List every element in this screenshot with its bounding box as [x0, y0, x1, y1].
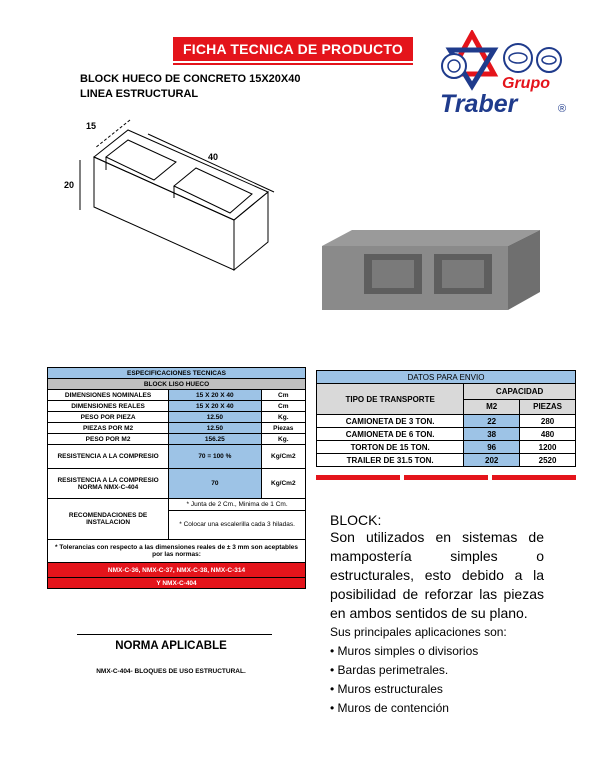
- table-row: RESISTENCIA A LA COMPRESIO NORMA NMX-C-404 70 Kg/Cm2: [48, 469, 306, 499]
- title-underline: [173, 63, 413, 65]
- col-capacity: CAPACIDAD: [464, 384, 576, 400]
- table-row: PESO POR M2 156.25 Kg.: [48, 434, 306, 445]
- description-body: Son utilizados en sistemas de mampostería simples o estructurales, esto debido a la posibilidad de reforzar las piezas en ambos sentidos de su plano.: [330, 529, 544, 621]
- block-line-drawing: [58, 112, 298, 272]
- list-item: • Bardas perimetrales.: [330, 661, 478, 680]
- norms-list: NMX-C-36, NMX-C-37, NMX-C-38, NMX-C-314: [48, 563, 306, 578]
- list-item: • Muros simples o divisorios: [330, 642, 478, 661]
- applications-list: [330, 642, 478, 718]
- col-m2: M2: [464, 399, 520, 415]
- table-row: PESO POR PIEZA 12.50 Kg.: [48, 412, 306, 423]
- dim-length-label: 40: [208, 152, 219, 162]
- table-row: PIEZAS POR M2 12.50 Piezas: [48, 423, 306, 434]
- specs-table: [47, 367, 306, 589]
- table-row: TORTON DE 15 TON. 96 1200: [317, 441, 576, 454]
- product-name: BLOCK HUECO DE CONCRETO 15X20X40: [80, 73, 301, 85]
- transport-table: [316, 370, 576, 467]
- grupo-traber-logo: [432, 30, 572, 120]
- table-row: CAMIONETA DE 6 TON. 38 480: [317, 428, 576, 441]
- dim-width-label: 15: [86, 121, 97, 131]
- norma-title: NORMA APLICABLE: [115, 640, 227, 652]
- table-row: DIMENSIONES NOMINALES 15 X 20 X 40 Cm: [48, 390, 306, 401]
- table-row: RESISTENCIA A LA COMPRESIO 70 = 100 % Kg/Cm2: [48, 445, 306, 469]
- table-row: * Colocar una escalerilla cada 3 hiladas.: [48, 510, 306, 539]
- norms-list-end: Y NMX-C-404: [48, 578, 306, 589]
- registered-mark: ®: [558, 103, 567, 115]
- col-pieces: PIEZAS: [520, 399, 576, 415]
- norma-divider: [77, 634, 272, 635]
- table-row: TRAILER DE 31.5 TON. 202 2520: [317, 454, 576, 467]
- applications-intro: Sus principales aplicaciones son:: [330, 625, 507, 639]
- list-item: • Muros estructurales: [330, 680, 478, 699]
- specs-subtitle: BLOCK LISO HUECO: [48, 379, 306, 390]
- table-row: CAMIONETA DE 3 TON. 22 280: [317, 415, 576, 428]
- transport-red-bar: [316, 475, 576, 480]
- description-heading: BLOCK:: [330, 512, 382, 528]
- table-row: RECOMENDACIONES DE INSTALACION * Junta de 2 Cm., Minima de 1 Cm.: [48, 499, 306, 511]
- table-row: DIMENSIONES REALES 15 X 20 X 40 Cm: [48, 401, 306, 412]
- list-item: • Muros de contención: [330, 699, 478, 718]
- specs-title: ESPECIFICACIONES TECNICAS: [48, 368, 306, 379]
- transport-title: DATOS PARA ENVIO: [317, 371, 576, 384]
- logo-word-grupo: Grupo: [502, 75, 550, 92]
- dim-height-label: 20: [64, 180, 75, 190]
- block-rendered-image: [322, 210, 540, 320]
- document-title-banner: FICHA TECNICA DE PRODUCTO: [173, 37, 413, 61]
- col-transport-type: TIPO DE TRANSPORTE: [317, 384, 464, 415]
- norma-text: NMX-C-404- BLOQUES DE USO ESTRUCTURAL.: [96, 668, 246, 675]
- logo-word-traber: Traber: [440, 90, 518, 118]
- product-line: LINEA ESTRUCTURAL: [80, 88, 199, 100]
- tolerance-note: * Tolerancias con respecto a las dimensiones reales de ± 3 mm son aceptables por las normas:: [48, 540, 306, 563]
